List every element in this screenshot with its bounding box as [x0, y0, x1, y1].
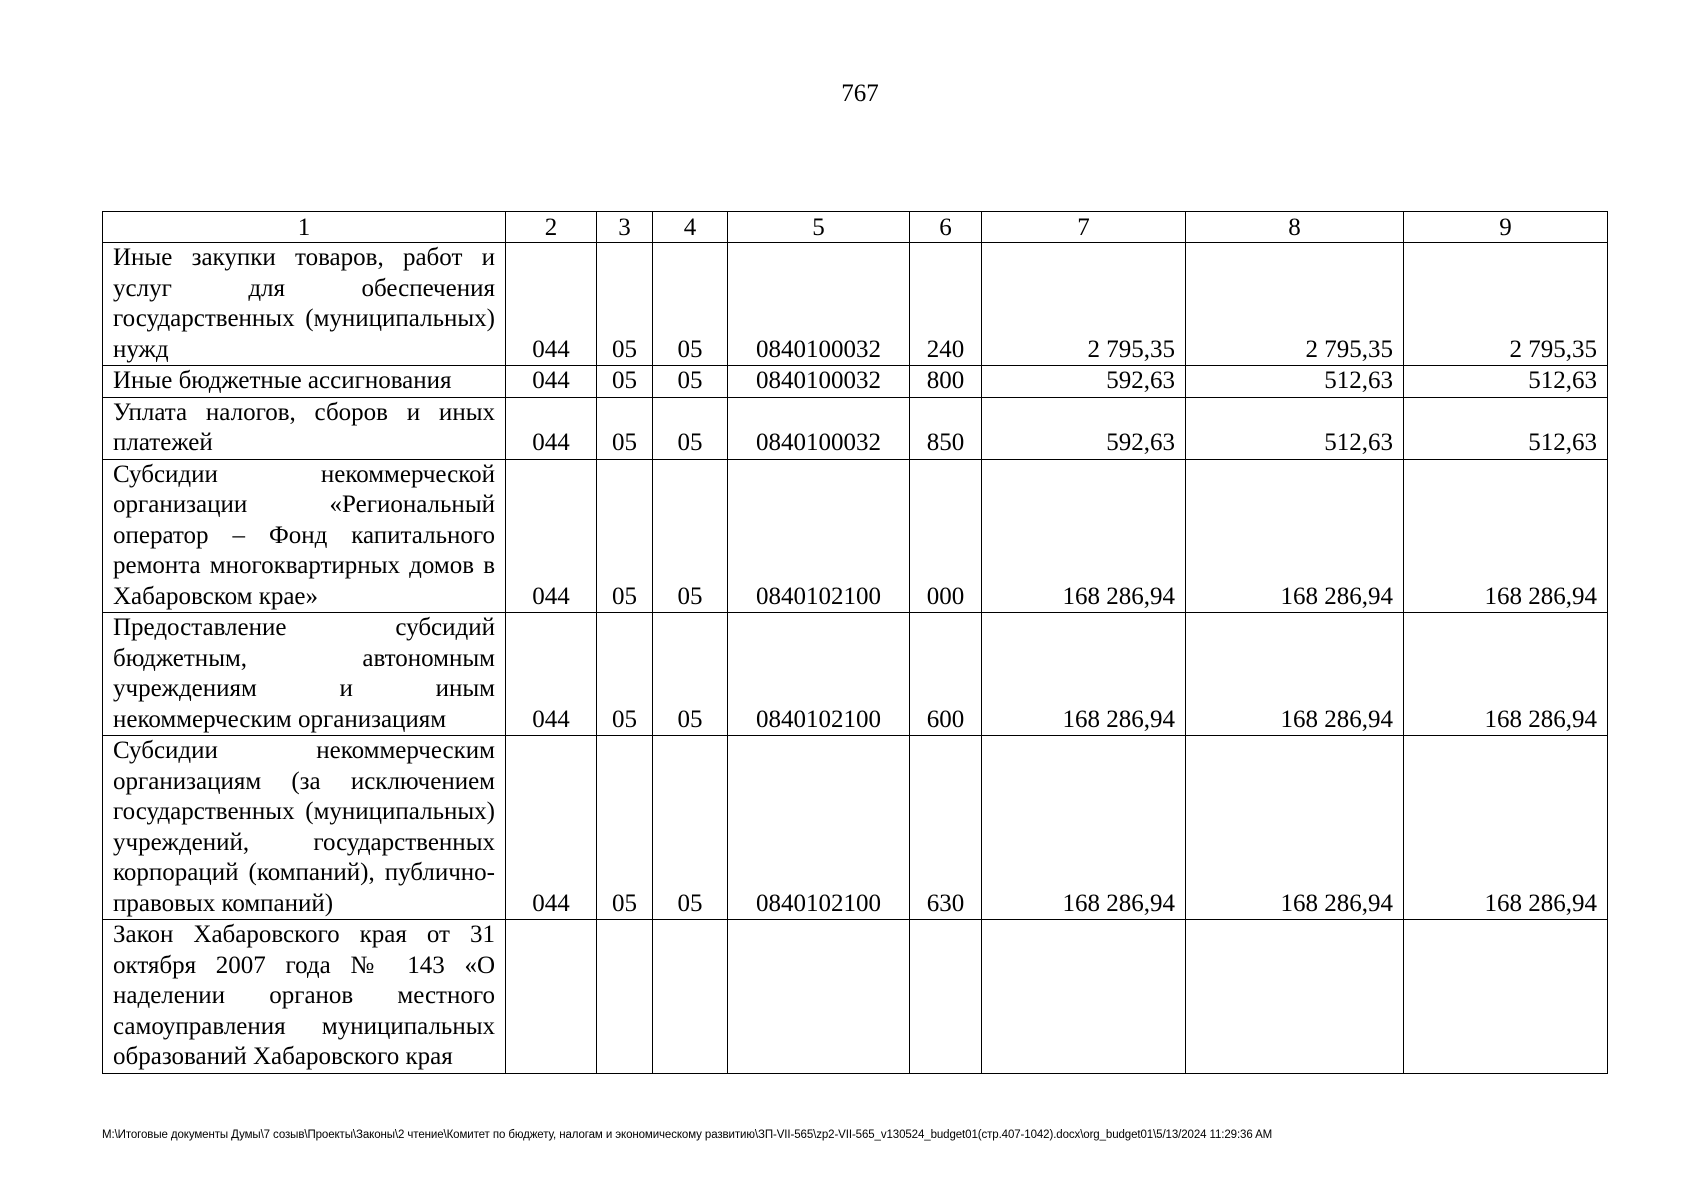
row-description: Субсидии некоммерческим организациям (за исключением государственных (муниципальных) учреждений, государственных корпораций (компаний), публично-правовых компаний)	[103, 736, 506, 920]
section-code: 05	[597, 613, 653, 736]
amount-col8	[1186, 920, 1404, 1074]
column-header: 2	[506, 212, 597, 243]
section-code: 05	[597, 736, 653, 920]
section-code: 05	[597, 459, 653, 613]
expense-type-code: 600	[910, 613, 982, 736]
target-article-code: 0840102100	[728, 736, 910, 920]
amount-col8: 512,63	[1186, 366, 1404, 398]
amount-col9: 168 286,94	[1404, 736, 1608, 920]
expense-type-code: 800	[910, 366, 982, 398]
target-article-code: 0840100032	[728, 243, 910, 366]
subsection-code	[653, 920, 728, 1074]
ministry-code: 044	[506, 613, 597, 736]
amount-col9: 2 795,35	[1404, 243, 1608, 366]
subsection-code: 05	[653, 613, 728, 736]
amount-col9	[1404, 920, 1608, 1074]
ministry-code: 044	[506, 366, 597, 398]
section-code: 05	[597, 243, 653, 366]
ministry-code: 044	[506, 736, 597, 920]
column-header: 6	[910, 212, 982, 243]
column-header: 1	[103, 212, 506, 243]
amount-col8: 168 286,94	[1186, 736, 1404, 920]
ministry-code: 044	[506, 459, 597, 613]
row-description: Иные бюджетные ассигнования	[103, 366, 506, 398]
amount-col9: 168 286,94	[1404, 613, 1608, 736]
subsection-code: 05	[653, 366, 728, 398]
table-row	[103, 920, 1608, 1074]
amount-col9: 168 286,94	[1404, 459, 1608, 613]
table-row	[103, 366, 1608, 398]
column-header: 7	[982, 212, 1186, 243]
expense-type-code: 240	[910, 243, 982, 366]
expense-type-code: 630	[910, 736, 982, 920]
target-article-code	[728, 920, 910, 1074]
ministry-code: 044	[506, 397, 597, 459]
amount-col7: 2 795,35	[982, 243, 1186, 366]
section-code: 05	[597, 397, 653, 459]
subsection-code: 05	[653, 243, 728, 366]
table-header-row	[103, 212, 1608, 243]
amount-col7: 168 286,94	[982, 613, 1186, 736]
row-description: Закон Хабаровского края от 31 октября 2007 года № 143 «О наделении органов местного самоуправления муниципальных образований Хабаровского края	[103, 920, 506, 1074]
table-row	[103, 736, 1608, 920]
amount-col8: 512,63	[1186, 397, 1404, 459]
amount-col8: 168 286,94	[1186, 613, 1404, 736]
amount-col8: 168 286,94	[1186, 459, 1404, 613]
expense-type-code: 850	[910, 397, 982, 459]
footer-file-path: M:\Итоговые документы Думы\7 созыв\Проекты\Законы\2 чтение\Комитет по бюджету, налогам и экономическому развитию\ЗП-VII-565\zp2-VII-565_v130524_budget01(стр.407-1042).docx\org_budget01\5/13/2024 11:29:36 AM	[102, 1129, 1273, 1141]
amount-col7	[982, 920, 1186, 1074]
budget-table	[102, 211, 1608, 1074]
page-number: 767	[841, 80, 879, 107]
column-header: 4	[653, 212, 728, 243]
column-header: 9	[1404, 212, 1608, 243]
amount-col9: 512,63	[1404, 397, 1608, 459]
amount-col7: 168 286,94	[982, 736, 1186, 920]
expense-type-code: 000	[910, 459, 982, 613]
table-row	[103, 243, 1608, 366]
amount-col9: 512,63	[1404, 366, 1608, 398]
section-code	[597, 920, 653, 1074]
column-header: 5	[728, 212, 910, 243]
target-article-code: 0840100032	[728, 366, 910, 398]
target-article-code: 0840102100	[728, 613, 910, 736]
row-description: Предоставление субсидий бюджетным, автономным учреждениям и иным некоммерческим организациям	[103, 613, 506, 736]
subsection-code: 05	[653, 736, 728, 920]
row-description: Субсидии некоммерческой организации «Региональный оператор – Фонд капитального ремонта многоквартирных домов в Хабаровском крае»	[103, 459, 506, 613]
table-row	[103, 459, 1608, 613]
expense-type-code	[910, 920, 982, 1074]
column-header: 3	[597, 212, 653, 243]
section-code: 05	[597, 366, 653, 398]
ministry-code: 044	[506, 243, 597, 366]
subsection-code: 05	[653, 397, 728, 459]
subsection-code: 05	[653, 459, 728, 613]
target-article-code: 0840102100	[728, 459, 910, 613]
amount-col7: 592,63	[982, 397, 1186, 459]
target-article-code: 0840100032	[728, 397, 910, 459]
amount-col8: 2 795,35	[1186, 243, 1404, 366]
row-description: Уплата налогов, сборов и иных платежей	[103, 397, 506, 459]
row-description: Иные закупки товаров, работ и услуг для обеспечения государственных (муниципальных) нужд	[103, 243, 506, 366]
amount-col7: 168 286,94	[982, 459, 1186, 613]
amount-col7: 592,63	[982, 366, 1186, 398]
table-row	[103, 613, 1608, 736]
column-header: 8	[1186, 212, 1404, 243]
ministry-code	[506, 920, 597, 1074]
table-row	[103, 397, 1608, 459]
